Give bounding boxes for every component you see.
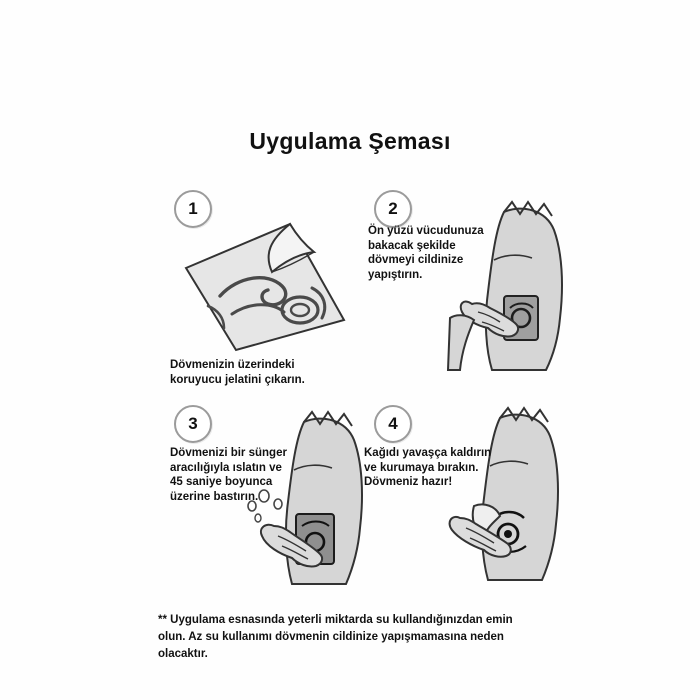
step-number-4: 4 — [374, 405, 412, 443]
step-number-2: 2 — [374, 190, 412, 228]
peeling-paper-off-arm-icon — [444, 406, 574, 586]
step-number-1: 1 — [174, 190, 212, 228]
step-caption-2: Ön yüzü vücudunuza bakacak şekilde dövmeyi cildinize yapıştırın. — [368, 225, 484, 281]
page-title: Uygulama Şeması — [249, 128, 451, 154]
step-caption-3: Dövmenizi bir sünger aracılığıyla ıslatın ve 45 saniye boyunca üzerine bastırın. — [170, 447, 287, 503]
footnote-text: ** Uygulama esnasında yeterli miktarda su kullandığınızdan emin olun. Az su kullanımı dövmenin cildinize yapışmamasına neden olacaktır. — [158, 614, 513, 660]
step-number-3: 3 — [174, 405, 212, 443]
tattoo-sheet-peeling-icon — [172, 210, 352, 360]
step-caption-1: Dövmenizin üzerindeki koruyucu jelatini çıkarın. — [170, 359, 305, 386]
step-caption-4: Kağıdı yavaşça kaldırın ve kurumaya bırakın. Dövmeniz hazır! — [364, 447, 492, 488]
